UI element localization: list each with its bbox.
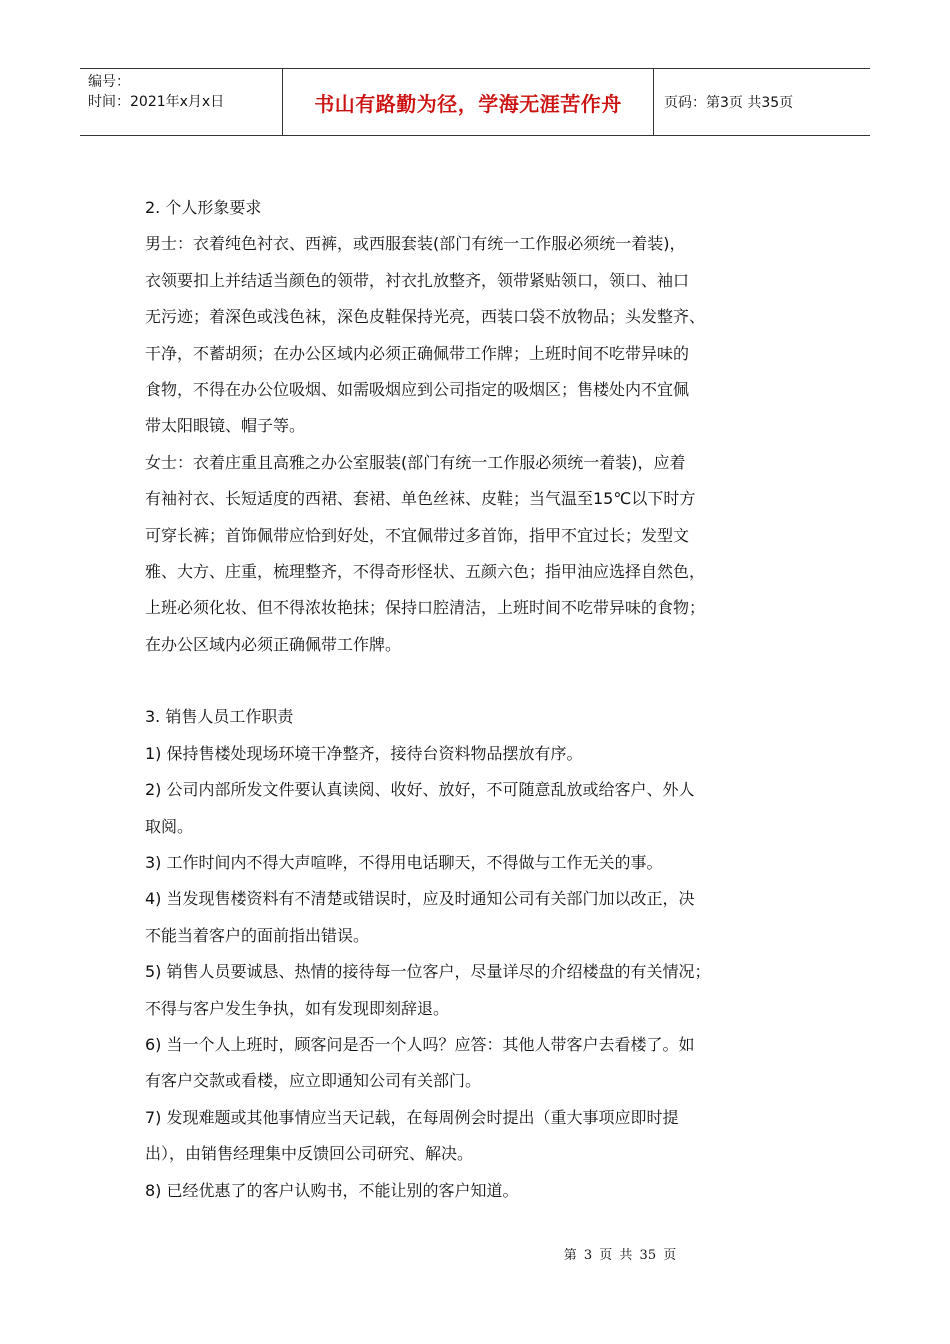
page-footer [0,1244,950,1263]
header-page-label: 页码：第3页 共35页 [664,95,794,111]
document-time-label: 时间：2021年x月x日 [88,94,225,110]
male-requirements [145,226,815,444]
paragraph-line: 可穿长裤；首饰佩带应恰到好处，不宜佩带过多首饰，指甲不宜过长；发型文 [145,525,690,545]
list-item: 出），由销售经理集中反馈回公司研究、解决。 [145,1144,474,1164]
section-title-sales-duties: 3. 销售人员工作职责 [145,707,294,727]
paragraph-line: 女士：衣着庄重且高雅之办公室服装(部门有统一工作服必须统一着装)，应着 [145,452,686,472]
list-item: 7) 发现难题或其他事情应当天记载，在每周例会时提出（重大事项应即时提 [145,1107,679,1127]
list-item: 5) 销售人员要诚恳、热情的接待每一位客户，尽量详尽的介绍楼盘的有关情况； [145,962,711,982]
paragraph-line: 有袖衬衣、长短适度的西裙、套裙、单色丝袜、皮鞋；当气温至15℃以下时方 [145,489,696,509]
paragraph-line: 带太阳眼镜、帽子等。 [145,416,306,436]
document-body [145,190,815,1209]
paragraph-line: 干净，不蓄胡须；在办公区域内必须正确佩带工作牌；上班时间不吃带异味的 [145,343,690,363]
list-item: 不得与客户发生争执，如有发现即刻辞退。 [145,998,450,1018]
section-title-personal-image: 2. 个人形象要求 [145,198,262,217]
list-item: 6) 当一个人上班时，顾客问是否一个人吗？应答：其他人带客户去看楼了。如 [145,1034,695,1054]
sales-duties-list [145,736,815,1209]
section-spacer [145,663,815,699]
paragraph-line: 上班必须化妆、但不得浓妆艳抹；保持口腔清洁，上班时间不吃带异味的食物； [145,598,706,618]
footer-page-number: 第 3 页 共 35 页 [563,1248,677,1263]
paragraph-line: 食物，不得在办公位吸烟、如需吸烟应到公司指定的吸烟区；售楼处内不宜佩 [145,380,690,400]
paragraph-line: 男士：衣着纯色衬衣、西裤，或西服套装(部门有统一工作服必须统一着装)， [145,234,686,254]
list-item: 3) 工作时间内不得大声喧哗，不得用电话聊天，不得做与工作无关的事。 [145,852,663,872]
list-item: 2) 公司内部所发文件要认真读阅、收好、放好，不可随意乱放或给客户、外人 [145,780,695,800]
paragraph-line: 在办公区域内必须正确佩带工作牌。 [145,634,402,654]
document-number-label: 编号： [88,74,130,90]
header-meta [80,69,283,135]
paragraph-line: 衣领要扣上并结适当颜色的领带，衬衣扎放整齐，领带紧贴领口，领口、袖口 [145,270,690,290]
list-item: 4) 当发现售楼资料有不清楚或错误时，应及时通知公司有关部门加以改正，决 [145,889,695,909]
list-item: 取阅。 [145,816,194,836]
female-requirements [145,445,815,663]
list-item: 8) 已经优惠了的客户认购书，不能让别的客户知道。 [145,1180,519,1200]
list-item: 1) 保持售楼处现场环境干净整齐，接待台资料物品摆放有序。 [145,743,583,763]
header-motto: 书山有路勤为径，学海无涯苦作舟 [283,69,654,135]
list-item: 有客户交款或看楼，应立即通知公司有关部门。 [145,1071,482,1091]
paragraph-line: 雅、大方、庄重，梳理整齐，不得奇形怪状、五颜六色；指甲油应选择自然色， [145,562,706,582]
list-item: 不能当着客户的面前指出错误。 [145,925,370,945]
paragraph-line: 无污迹；着深色或浅色袜，深色皮鞋保持光亮，西装口袋不放物品；头发整齐、 [145,307,706,327]
page-header [80,68,870,136]
